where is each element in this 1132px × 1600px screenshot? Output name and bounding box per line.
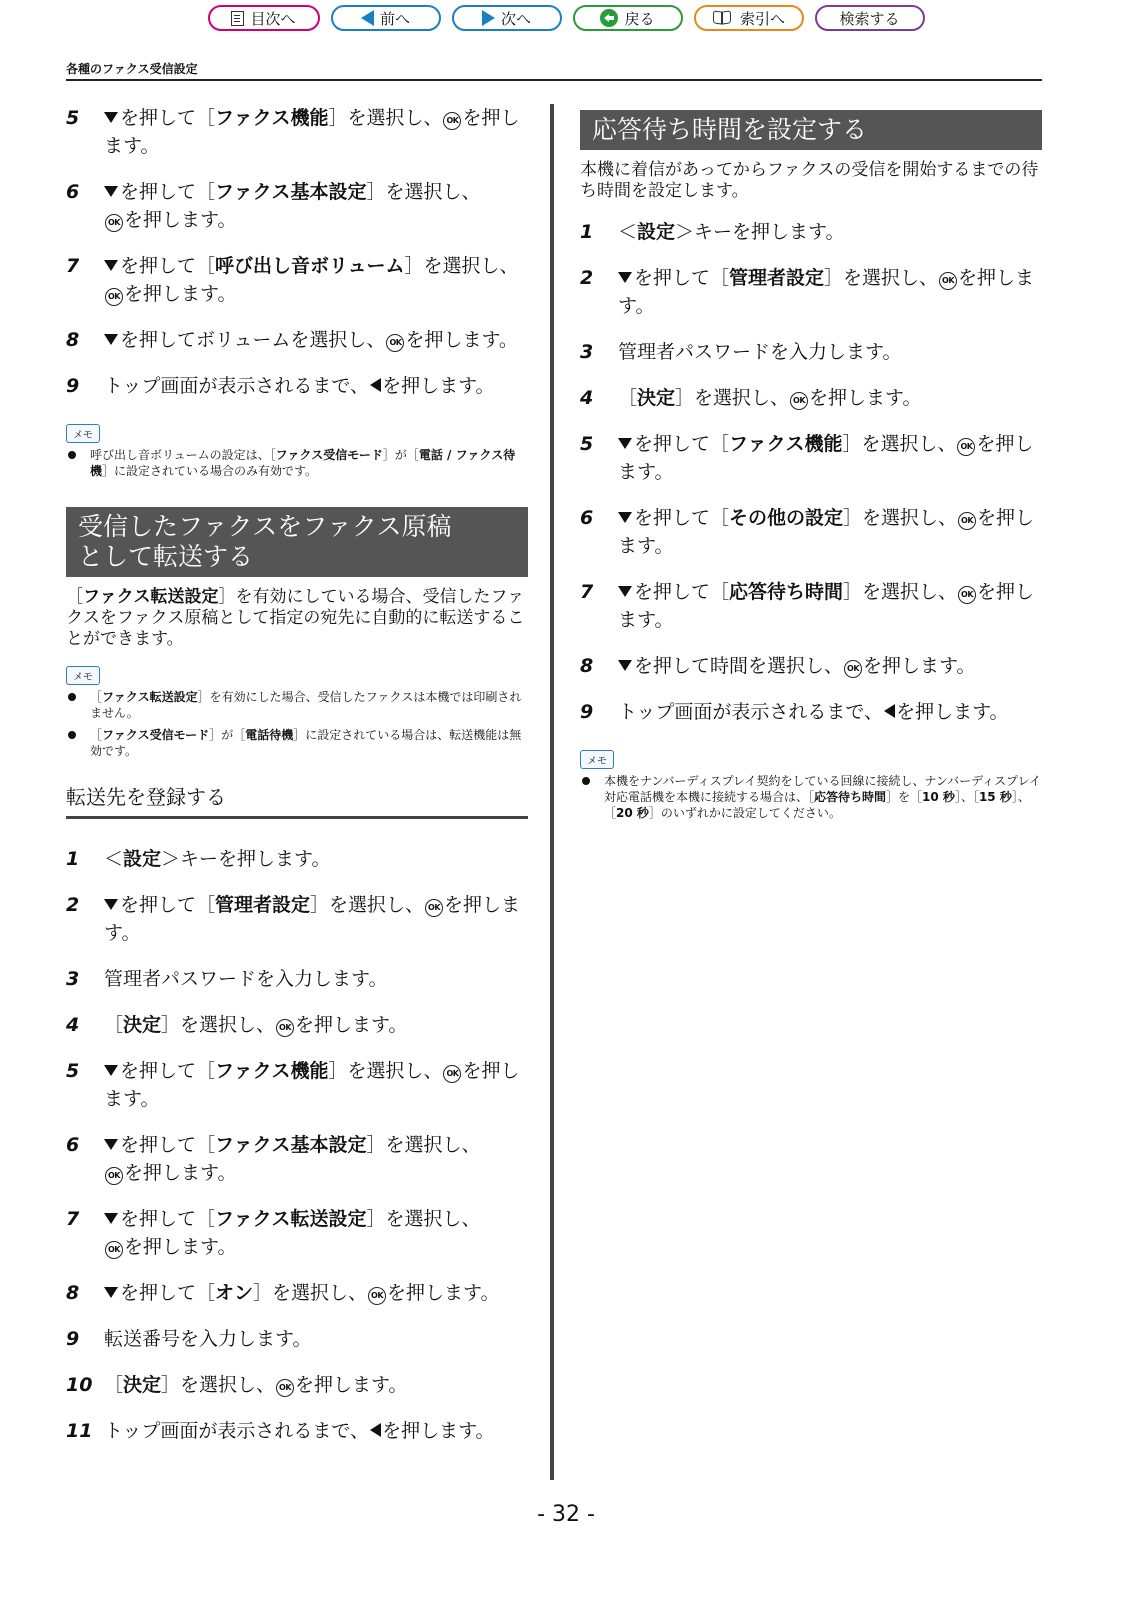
memo-text: ［ <box>90 690 103 704</box>
menu-item-name: 決定 <box>637 387 676 409</box>
step-number: 7 <box>580 581 594 603</box>
ok-button-icon: OK <box>958 586 976 604</box>
down-arrow-icon <box>104 1287 118 1298</box>
step-text: ］を選択し、 <box>366 181 481 203</box>
key-name: 設定 <box>123 848 162 870</box>
menu-item-name: ファクス基本設定 <box>215 181 367 203</box>
step-number: 2 <box>66 894 80 916</box>
step-number: 5 <box>580 433 594 455</box>
memo-block <box>66 660 528 759</box>
step-text: を押します。 <box>104 894 521 944</box>
memo-bold: ファクス受信モード <box>102 728 210 742</box>
step-number: 7 <box>66 1208 80 1230</box>
down-arrow-icon <box>618 438 632 449</box>
step-text: を押します。 <box>124 209 237 231</box>
step-text: を押します。 <box>295 1374 408 1396</box>
memo-text: ］を有効にした場合、受信したファクスは本機では印刷されません。 <box>90 690 522 720</box>
ok-button-icon: OK <box>425 899 443 917</box>
menu-item-name: ファクス転送設定 <box>215 1208 367 1230</box>
step-number: 3 <box>66 968 80 990</box>
step-text: 転送番号を入力します。 <box>104 1328 312 1350</box>
memo-text: ］に設定されている場合は、転送機能は無効です。 <box>90 728 522 758</box>
right-column <box>580 110 1042 827</box>
down-arrow-icon <box>104 899 118 910</box>
step <box>580 430 1042 486</box>
step-number: 9 <box>66 1328 80 1350</box>
ok-button-icon: OK <box>105 214 123 232</box>
section-title: 応答待ち時間を設定する <box>580 110 1042 150</box>
step-text: ［ <box>618 387 638 409</box>
step-text: を押します。 <box>809 387 922 409</box>
ok-button-icon: OK <box>276 1379 294 1397</box>
step-text: を押します。 <box>104 1060 520 1110</box>
back-label: 戻る <box>624 9 655 28</box>
step-text: を押して［ <box>634 507 730 529</box>
step-text: を押します。 <box>104 107 520 157</box>
step-text: を押します。 <box>863 655 976 677</box>
search-label: 検索する <box>839 9 900 28</box>
memo-bold: ファクス受信モード <box>275 448 383 462</box>
step-number: 1 <box>580 221 594 243</box>
ok-button-icon: OK <box>276 1019 294 1037</box>
step-text: ［ <box>104 1014 124 1036</box>
step-number: 1 <box>66 848 80 870</box>
step-text: を押します。 <box>618 267 1035 317</box>
memo-bold: 電話待機 <box>245 728 294 742</box>
memo-block <box>66 418 528 479</box>
ok-button-icon: OK <box>386 334 404 352</box>
down-arrow-icon <box>618 586 632 597</box>
step-text: ］を選択し、 <box>404 255 519 277</box>
search-button[interactable] <box>815 5 925 31</box>
down-arrow-icon <box>104 260 118 271</box>
page-number: - 32 - <box>537 1502 595 1527</box>
step-number: 8 <box>580 655 594 677</box>
left-arrow-icon <box>370 1423 381 1437</box>
step-text: を押して［ <box>120 1282 216 1304</box>
step-text: 管理者パスワードを入力します。 <box>104 968 388 990</box>
step-text: ］を選択し、 <box>843 581 958 603</box>
down-arrow-icon <box>104 1213 118 1224</box>
menu-item-name: ファクス機能 <box>729 433 843 455</box>
memo-text: ］を［ <box>886 790 923 804</box>
step <box>66 372 528 400</box>
step-text: ［ <box>104 1374 124 1396</box>
step-text: ＜ <box>104 848 124 870</box>
menu-item-name: 決定 <box>123 1374 162 1396</box>
step-text: を押して［ <box>120 1208 216 1230</box>
ok-button-icon: OK <box>790 392 808 410</box>
step <box>580 652 1042 680</box>
menu-item-name: ファクス機能 <box>215 1060 329 1082</box>
subsection-title: 転送先を登録する <box>66 781 528 819</box>
back-button[interactable] <box>573 5 683 31</box>
memo-text: ］、［ <box>604 790 1030 820</box>
step <box>580 264 1042 320</box>
step-number: 3 <box>580 341 594 363</box>
step <box>580 384 1042 412</box>
step-number: 9 <box>580 701 594 723</box>
step-text: を押して［ <box>120 181 216 203</box>
step-text: を押して［ <box>634 433 730 455</box>
step-text: を押します。 <box>618 507 1035 557</box>
step <box>66 104 528 160</box>
memo-text: ［ <box>90 728 103 742</box>
memo-tag: メモ <box>66 666 100 685</box>
step-number: 8 <box>66 1282 80 1304</box>
memo-text: ］に設定されている場合のみ有効です。 <box>102 464 318 478</box>
memo-item <box>580 773 1042 821</box>
step-number: 4 <box>580 387 594 409</box>
step-number: 10 <box>66 1374 93 1396</box>
ok-button-icon: OK <box>958 512 976 530</box>
step <box>66 845 528 873</box>
memo-bold: ファクス転送設定 <box>102 690 198 704</box>
para-text: ［ <box>66 587 83 607</box>
step-text: ］を選択し、 <box>824 267 939 289</box>
index-button[interactable] <box>694 5 804 31</box>
left-arrow-icon <box>370 378 381 392</box>
down-arrow-icon <box>104 112 118 123</box>
ok-button-icon: OK <box>443 1065 461 1083</box>
section-title-line: 受信したファクスをファクス原稿 <box>78 512 452 541</box>
down-arrow-icon <box>618 660 632 671</box>
memo-block <box>580 744 1042 821</box>
menu-item-name: 呼び出し音ボリューム <box>215 255 405 277</box>
step-text: を押して［ <box>120 1060 216 1082</box>
step <box>66 1205 528 1261</box>
down-arrow-icon <box>104 334 118 345</box>
step-text: ］を選択し、 <box>161 1014 276 1036</box>
book-icon <box>712 10 734 26</box>
step-text: ］を選択し、 <box>842 433 957 455</box>
header-rule <box>66 79 1042 81</box>
step-number: 11 <box>66 1420 93 1442</box>
step-text: ］を選択し、 <box>366 1208 481 1230</box>
menu-item-name: ファクス機能 <box>215 107 329 129</box>
step-text: を押して［ <box>634 581 730 603</box>
step-number: 6 <box>580 507 594 529</box>
memo-text: ］、［ <box>954 790 979 804</box>
step-number: 2 <box>580 267 594 289</box>
step <box>66 891 528 947</box>
step-text: を押して［ <box>120 1134 216 1156</box>
memo-text: ］が［ <box>209 728 246 742</box>
next-label: 次へ <box>500 9 531 28</box>
running-head: 各種のファクス受信設定 <box>66 62 198 76</box>
step <box>66 1325 528 1353</box>
step-text: ］を選択し、 <box>161 1374 276 1396</box>
section-paragraph: 本機に着信があってからファクスの受信を開始するまでの待ち時間を設定します。 <box>580 160 1039 201</box>
menu-item-name: 管理者設定 <box>215 894 311 916</box>
step-number: 6 <box>66 181 80 203</box>
memo-bold: 応答待ち時間 <box>814 790 887 804</box>
arrow-right-icon <box>482 10 495 26</box>
step-text: を押して時間を選択し、 <box>634 655 844 677</box>
down-arrow-icon <box>104 1065 118 1076</box>
step <box>66 1279 528 1307</box>
step-number: 4 <box>66 1014 80 1036</box>
step <box>66 178 528 234</box>
step-text: を押します。 <box>382 1420 495 1442</box>
memo-item <box>66 689 528 721</box>
step-text: を押します。 <box>295 1014 408 1036</box>
menu-item-name: 管理者設定 <box>729 267 825 289</box>
step <box>66 326 528 354</box>
prev-button[interactable] <box>331 5 441 31</box>
step-number: 8 <box>66 329 80 351</box>
memo-bold: 電話 / ファクス待機 <box>90 448 516 478</box>
step-number: 5 <box>66 107 80 129</box>
ok-button-icon: OK <box>105 288 123 306</box>
left-arrow-icon <box>884 704 895 718</box>
ok-button-icon: OK <box>957 438 975 456</box>
step <box>66 965 528 993</box>
memo-bold: 15 秒 <box>978 790 1012 804</box>
step-number: 5 <box>66 1060 80 1082</box>
ok-button-icon: OK <box>443 112 461 130</box>
menu-item-name: 決定 <box>123 1014 162 1036</box>
index-label: 索引へ <box>739 9 785 28</box>
step-text: 管理者パスワードを入力します。 <box>618 341 902 363</box>
step-number: 7 <box>66 255 80 277</box>
memo-bold: 10 秒 <box>922 790 955 804</box>
step-text: を押して［ <box>120 255 216 277</box>
step-text: を押します。 <box>124 1162 237 1184</box>
memo-text: ］のいずれかに設定してください。 <box>648 806 841 820</box>
menu-item-name: その他の設定 <box>729 507 844 529</box>
step-text: を押します。 <box>618 581 1035 631</box>
toc-icon <box>231 11 244 26</box>
step-text: ＞キーを押します。 <box>161 848 331 870</box>
memo-item <box>66 727 528 759</box>
ok-button-icon: OK <box>939 272 957 290</box>
column-divider <box>550 104 554 1480</box>
back-icon <box>600 9 618 27</box>
step <box>580 504 1042 560</box>
section-title-line: として転送する <box>78 542 254 571</box>
memo-bold: 20 秒 <box>616 806 649 820</box>
menu-item-name: ファクス基本設定 <box>215 1134 367 1156</box>
step-text: ］を選択し、 <box>366 1134 481 1156</box>
ok-button-icon: OK <box>105 1167 123 1185</box>
step <box>580 338 1042 366</box>
menu-item-name: オン <box>215 1282 254 1304</box>
step-text: を押して［ <box>120 107 216 129</box>
step-text: ］を選択し、 <box>328 107 443 129</box>
step <box>580 578 1042 634</box>
key-name: 設定 <box>637 221 676 243</box>
step-number: 9 <box>66 375 80 397</box>
step-text: ］を選択し、 <box>310 894 425 916</box>
step <box>66 1131 528 1187</box>
step-text: を押します。 <box>405 329 518 351</box>
memo-text: 呼び出し音ボリュームの設定は、［ <box>90 448 276 462</box>
toc-button[interactable] <box>208 5 320 31</box>
step <box>66 252 528 308</box>
step-text: トップ画面が表示されるまで、 <box>104 375 370 397</box>
prev-label: 前へ <box>379 9 410 28</box>
step-text: を押して［ <box>120 894 216 916</box>
step-text: を押します。 <box>382 375 495 397</box>
step-text: トップ画面が表示されるまで、 <box>618 701 884 723</box>
step-text: ］を選択し、 <box>675 387 790 409</box>
section-title <box>66 507 528 577</box>
down-arrow-icon <box>104 1139 118 1150</box>
step-text: を押します。 <box>124 1236 237 1258</box>
down-arrow-icon <box>104 186 118 197</box>
memo-text: ］が［ <box>382 448 419 462</box>
step-text: トップ画面が表示されるまで、 <box>104 1420 370 1442</box>
para-text: ］を有効にしている場合、受信したファクスをファクス原稿として指定の宛先に自動的に転送することができます。 <box>66 587 525 649</box>
memo-tag: メモ <box>66 424 100 443</box>
step-number: 6 <box>66 1134 80 1156</box>
ok-button-icon: OK <box>368 1287 386 1305</box>
step <box>66 1417 528 1445</box>
top-navigation <box>0 5 1132 31</box>
step <box>66 1371 528 1399</box>
section-paragraph <box>66 587 528 650</box>
toc-label: 目次へ <box>250 9 296 28</box>
step-text: を押します。 <box>618 433 1034 483</box>
step-text: ］を選択し、 <box>328 1060 443 1082</box>
memo-item <box>66 447 528 479</box>
menu-item-name: 応答待ち時間 <box>729 581 844 603</box>
ok-button-icon: OK <box>105 1241 123 1259</box>
step-text: を押します。 <box>896 701 1009 723</box>
next-button[interactable] <box>452 5 562 31</box>
para-bold: ファクス転送設定 <box>83 587 219 607</box>
step-text: を押して［ <box>634 267 730 289</box>
down-arrow-icon <box>618 512 632 523</box>
ok-button-icon: OK <box>844 660 862 678</box>
step-text: を押します。 <box>387 1282 500 1304</box>
step-text: を押してボリュームを選択し、 <box>120 329 386 351</box>
step-text: ］を選択し、 <box>843 507 958 529</box>
left-column <box>66 104 528 1463</box>
step-text: ］を選択し、 <box>253 1282 368 1304</box>
step <box>580 698 1042 726</box>
step-text: ＜ <box>618 221 638 243</box>
memo-text: 本機をナンバーディスプレイ契約をしている回線に接続し、ナンバーディスプレイ対応電話機を本機に接続する場合は、［ <box>604 774 1042 804</box>
step-text: ＞キーを押します。 <box>675 221 845 243</box>
memo-tag: メモ <box>580 750 614 769</box>
step <box>66 1011 528 1039</box>
step-text: を押します。 <box>124 283 237 305</box>
step <box>580 218 1042 246</box>
arrow-left-icon <box>361 10 374 26</box>
down-arrow-icon <box>618 272 632 283</box>
step <box>66 1057 528 1113</box>
